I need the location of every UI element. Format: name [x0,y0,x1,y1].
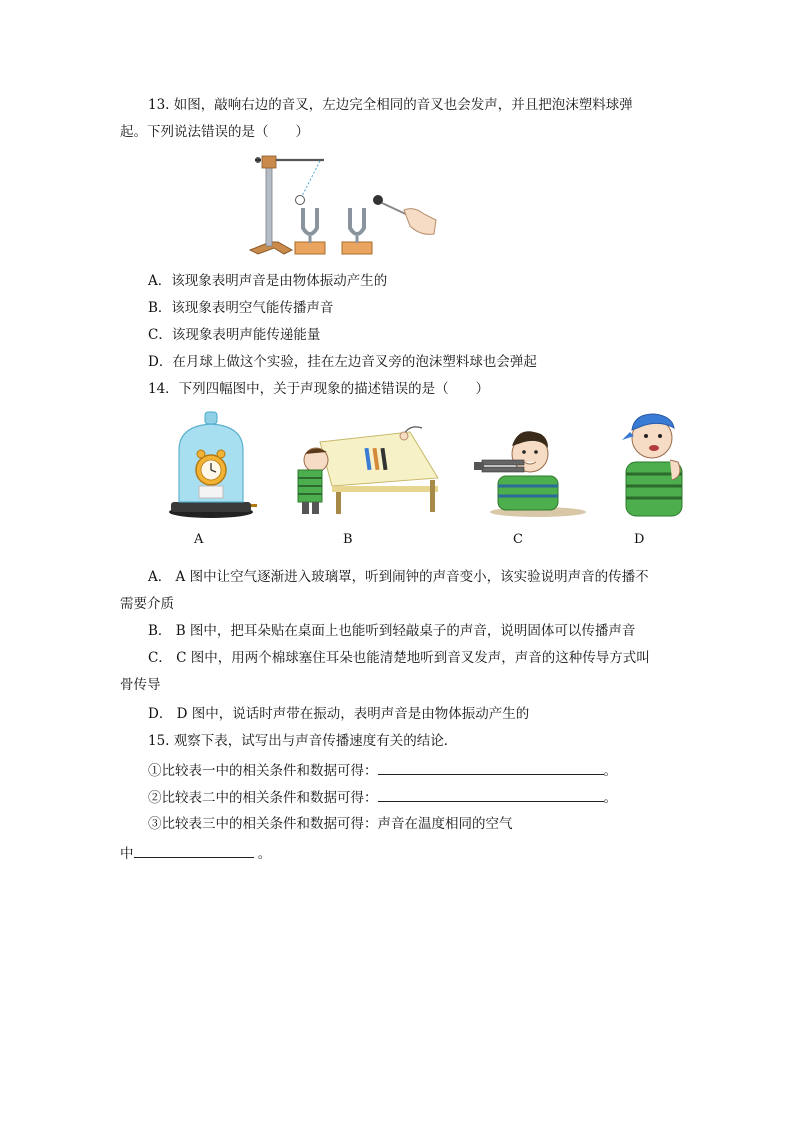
q15-item-2 [148,787,617,807]
q15-item-2-blank[interactable] [378,787,604,802]
q15-item-1 [148,760,617,780]
boy-touching-throat-figure [612,406,696,520]
q15-item-1-prefix: ①比较表一中的相关条件和数据可得： [148,763,378,779]
q14-caption-b: B [343,532,353,547]
q15-item-3-blank[interactable] [134,843,254,858]
q13-option-d: D．在月球上做这个实验，挂在左边音叉旁的泡沫塑料球也会弹起 [148,354,537,370]
q13-option-a: A．该现象表明声音是由物体振动产生的 [148,273,388,289]
q13-stem-line2: 起。下列说法错误的是（ ） [120,124,309,140]
q15-item-2-prefix: ②比较表二中的相关条件和数据可得： [148,790,378,806]
q15-item-1-suffix: 。 [603,763,617,779]
q14-option-c-line1: C． C 图中，用两个棉球塞住耳朵也能清楚地听到音叉发声，声音的这种传导方式叫 [148,650,650,666]
q15-item-3: ③比较表三中的相关条件和数据可得：声音在温度相同的空气 [148,816,513,832]
q14-caption-a: A [194,532,204,547]
q15-stem: 15. 观察下表，试写出与声音传播速度有关的结论． [148,733,458,749]
q13-stem-line1: 13. 如图，敲响右边的音叉，左边完全相同的音叉也会发声，并且把泡沫塑料球弹 [148,97,633,113]
q14-caption-c: C [513,532,523,547]
q14-option-a-line2: 需要介质 [120,596,174,612]
q15-item-3-continuation [120,843,271,863]
q15-item-2-suffix: 。 [603,790,617,806]
boy-bone-conduction-figure [468,416,586,518]
q14-stem: 14．下列四幅图中，关于声现象的描述错误的是（ ） [148,381,490,397]
q15-item-1-blank[interactable] [378,760,604,775]
tuning-fork-experiment-figure [248,150,438,260]
q13-option-b: B．该现象表明空气能传播声音 [148,300,334,316]
ear-on-table-figure [292,420,440,516]
q14-option-a-line1: A． A 图中让空气逐渐进入玻璃罩，听到闹钟的声音变小，该实验说明声音的传播不 [148,569,649,585]
q14-caption-d: D [634,532,645,547]
q14-option-b-line1: B． B 图中，把耳朵贴在桌面上也能听到轻敲桌子的声音，说明固体可以传播声音 [148,623,636,639]
q13-option-c: C．该现象表明声能传递能量 [148,327,321,343]
q14-option-d-line1: D． D 图中，说话时声带在振动，表明声音是由物体振动产生的 [148,706,530,722]
bell-jar-alarm-clock-figure [165,408,257,520]
q14-option-c-line2: 骨传导 [120,677,161,693]
q15-item-3-last-suffix: 。 [253,846,272,862]
q15-item-3-last-prefix: 中 [120,846,134,862]
